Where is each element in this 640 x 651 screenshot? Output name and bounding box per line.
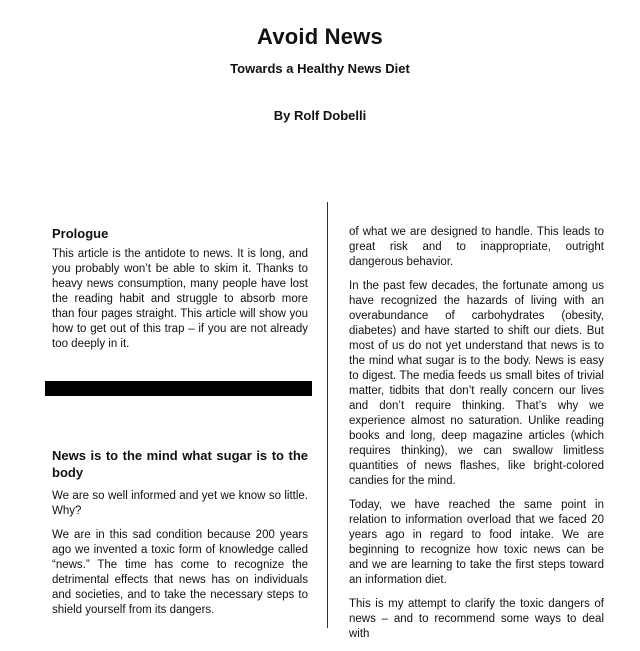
right-paragraph: In the past few decades, the fortunate among us have recognized the hazards of living with an overabundance of carbohydrates (obesity, diabetes) and have started to shift our diets. But most of us do not yet understand that news is to the mind what sugar is to the body. News is easy to digest. The media feeds us small bites of trivial matter, tidbits that don’t really concern our lives and don’t require thinking. That’s why we experience almost no saturation. Unlike reading books and long, deep magazine articles (which requires thinking), we can swallow limitless quantities of news flashes, like bright-colored candies for the mind. — [349, 280, 604, 487]
column-divider — [327, 202, 328, 628]
section-heading: News is to the mind what sugar is to the body — [52, 448, 308, 480]
document-title: Avoid News — [257, 24, 383, 49]
document-subtitle: Towards a Healthy News Diet — [230, 61, 410, 76]
right-paragraph: This is my attempt to clarify the toxic dangers of news – and to recommend some ways to deal with — [349, 598, 604, 640]
left-paragraph: We are in this sad condition because 200 years ago we invented a toxic form of knowledge called “news.” The time has come to recognize the detrimental effects that news has on individuals and societies, and to take the necessary steps to shield yourself from its dangers. — [52, 529, 308, 616]
left-column-top — [52, 225, 308, 361]
document-author: By Rolf Dobelli — [273, 108, 367, 123]
right-paragraph: of what we are designed to handle. This leads to great risk and to inappropriate, outright dangerous behavior. — [349, 226, 604, 268]
right-column — [349, 225, 604, 651]
left-paragraph: We are so well informed and yet we know so little. Why? — [52, 490, 308, 517]
prologue-text: This article is the antidote to news. It is long, and you probably won’t be able to skim it. Thanks to heavy news consumption, many people have lost the reading habit and struggle to absorb more than four pages straight. This article will show you how to get out of this trap – if you are not already too deeply in it. — [52, 248, 308, 350]
prologue-heading: Prologue — [52, 226, 109, 241]
redaction-bar — [45, 381, 312, 396]
left-column-bottom — [52, 447, 308, 627]
right-paragraph: Today, we have reached the same point in relation to information overload that we faced 20 years ago in regard to food intake. We are beginning to recognize how toxic news can be and we are learning to take the first steps toward an information diet. — [349, 499, 604, 586]
